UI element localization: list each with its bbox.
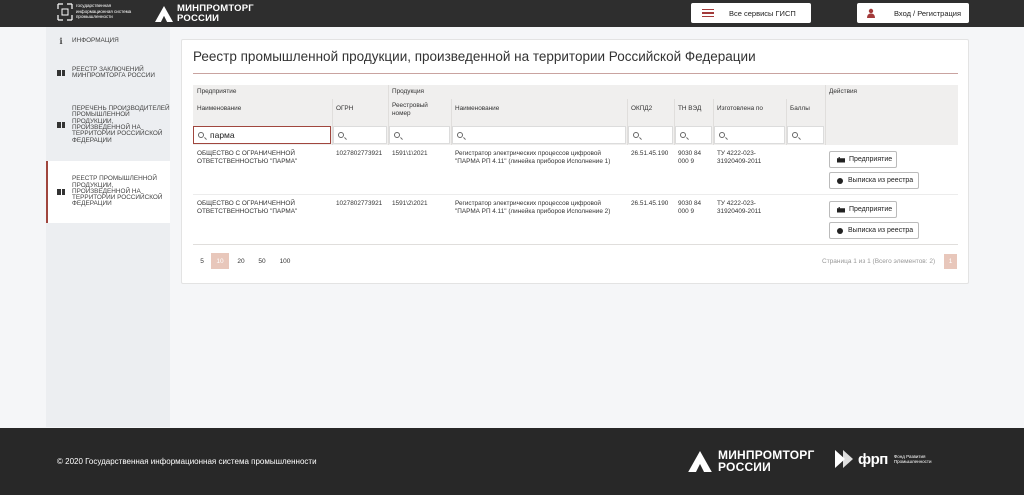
filter-input-registry-number[interactable] (389, 126, 450, 144)
login-button[interactable] (857, 3, 969, 23)
cell-ogrn: 1027802773921 (336, 200, 383, 207)
page-info: Страница 1 из 1 (Всего элементов: 2) (822, 258, 936, 265)
page-title: Реестр промышленной продукции, произведенной на территории Российской Федерации (193, 49, 756, 64)
sidebar-item-info[interactable] (46, 35, 170, 47)
sidebar-item-label: РЕЕСТР ЗАКЛЮЧЕНИЙ МИНПРОМТОРГА РОССИИ (72, 65, 155, 79)
registry-extract-button-label: Выписка из реестра (848, 227, 914, 234)
gisp-logo[interactable] (57, 3, 138, 21)
enterprise-button-label: Предприятие (849, 156, 893, 163)
filter-input-ogrn[interactable] (333, 126, 387, 144)
registry-card (181, 39, 969, 284)
column-header-okpd2[interactable]: ОКПД2 (631, 105, 653, 112)
column-header-ogrn[interactable]: ОГРН (336, 105, 354, 112)
enterprise-button[interactable] (829, 201, 897, 218)
cell-registry-number: 1591\1\2021 (392, 150, 428, 157)
info-icon: i (59, 36, 63, 46)
book-icon (54, 69, 68, 78)
column-separator (825, 85, 826, 145)
filter-input-tnved[interactable] (675, 126, 712, 144)
copyright-text: © 2020 Государственная информационная система промышленности (57, 457, 317, 466)
column-header-made-by[interactable]: Изготовлена по (717, 105, 763, 112)
frp-arrow-icon (835, 450, 855, 468)
gisp-logo-icon (57, 3, 73, 21)
minpromtorg-logo-line1: МИНПРОМТОРГ (177, 3, 254, 14)
page-size-5[interactable]: 5 (200, 257, 204, 265)
search-icon (198, 132, 204, 138)
cell-registry-number: 1591\2\2021 (392, 200, 428, 207)
extract-dot-icon (837, 228, 843, 234)
filter-input-made-by[interactable] (714, 126, 785, 144)
table-row (193, 195, 958, 245)
search-icon (719, 132, 725, 138)
frp-logo[interactable] (835, 450, 944, 468)
table-row (193, 145, 958, 195)
sidebar-item-label: РЕЕСТР ПРОМЫШЛЕННОЙ ПРОДУКЦИИ, ПРОИЗВЕДЕННОЙ НА ТЕРРИТОРИИ РОССИЙСКОЙ ФЕДЕРАЦИИ (72, 175, 163, 208)
search-icon (680, 132, 686, 138)
group-header-enterprise: Предприятие (197, 88, 237, 95)
page-size-50[interactable]: 50 (258, 257, 266, 265)
frp-logo-text: фрп (858, 450, 888, 468)
search-icon (394, 132, 400, 138)
filter-input-name[interactable] (193, 126, 331, 144)
filter-input-okpd2[interactable] (628, 126, 673, 144)
cell-made-by: ТУ 4222-023-31920409-2011 (717, 150, 762, 165)
filter-input-score[interactable] (787, 126, 824, 144)
footer-minpromtorg-line2: РОССИИ (718, 459, 771, 474)
group-header-actions: Действия (829, 88, 857, 95)
all-services-button[interactable] (691, 3, 811, 23)
factory-icon (837, 157, 845, 163)
cell-ogrn: 1027802773921 (336, 150, 383, 157)
footer-minpromtorg-logo[interactable] (688, 450, 814, 473)
search-icon (457, 132, 463, 138)
top-header (0, 0, 1024, 27)
column-header-score[interactable]: Баллы (790, 105, 810, 112)
cell-okpd2: 26.51.45.190 (631, 200, 669, 207)
registry-extract-button[interactable] (829, 222, 919, 239)
registry-extract-button[interactable] (829, 172, 919, 189)
frp-logo-subtitle: Фонд Развития Промышленности (893, 453, 932, 464)
cell-product-name: Регистратор электрических процессов цифровой "ПАРМА РП 4.11" (линейка приборов Исполнение 1) (455, 150, 611, 165)
sidebar-item-products-registry[interactable] (46, 161, 170, 223)
extract-dot-icon (837, 178, 843, 184)
page-size-10[interactable]: 10 (211, 253, 229, 269)
title-divider (193, 73, 958, 74)
footer (0, 428, 1024, 495)
cell-tnved: 9030 84 000 9 (678, 200, 702, 215)
minpromtorg-emblem-icon (688, 451, 712, 472)
cell-tnved: 9030 84 000 9 (678, 150, 702, 165)
group-header-row (193, 85, 958, 99)
search-icon (633, 132, 639, 138)
minpromtorg-logo[interactable] (155, 4, 254, 23)
minpromtorg-emblem-icon (155, 6, 173, 22)
search-icon (338, 132, 344, 138)
login-label: Вход / Регистрация (894, 8, 962, 18)
cell-enterprise-name: ОБЩЕСТВО С ОГРАНИЧЕННОЙ ОТВЕТСТВЕННОСТЬЮ "ПАРМА" (197, 150, 298, 165)
group-header-product: Продукция (392, 88, 424, 95)
sidebar-item-conclusions-registry[interactable] (46, 65, 170, 81)
filter-input-value: парма (210, 130, 235, 140)
page-size-100[interactable]: 100 (279, 257, 291, 265)
page-number-button[interactable]: 1 (944, 254, 957, 269)
column-header-row (193, 99, 958, 125)
column-header-registry-number[interactable]: Реестровый номер (392, 102, 428, 117)
all-services-label: Все сервисы ГИСП (729, 8, 796, 18)
menu-burger-icon (702, 9, 714, 18)
cell-product-name: Регистратор электрических процессов цифровой "ПАРМА РП 4.11" (линейка приборов Исполнение 2) (455, 200, 611, 215)
enterprise-button-label: Предприятие (849, 206, 893, 213)
column-header-tnved[interactable]: ТН ВЭД (678, 105, 702, 112)
registry-extract-button-label: Выписка из реестра (848, 177, 914, 184)
user-icon (866, 8, 876, 18)
filter-input-product-name[interactable] (452, 126, 626, 144)
minpromtorg-logo-line2: РОССИИ (177, 12, 220, 24)
sidebar-item-label: ИНФОРМАЦИЯ (72, 36, 119, 44)
gisp-logo-text: государственная информационная система промышленности (76, 3, 132, 19)
sidebar-item-manufacturers-list[interactable] (46, 99, 170, 151)
cell-enterprise-name: ОБЩЕСТВО С ОГРАНИЧЕННОЙ ОТВЕТСТВЕННОСТЬЮ "ПАРМА" (197, 200, 298, 215)
book-icon (54, 121, 68, 130)
book-icon (54, 188, 68, 197)
footer-minpromtorg-line1: МИНПРОМТОРГ (718, 448, 815, 462)
column-header-name[interactable]: Наименование (197, 105, 242, 112)
cell-okpd2: 26.51.45.190 (631, 150, 669, 157)
factory-icon (837, 207, 845, 213)
sidebar-item-label: ПЕРЕЧЕНЬ ПРОИЗВОДИТЕЛЕЙ ПРОМЫШЛЕННОЙ ПРОДУКЦИИ, ПРОИЗВЕДЕННОЙ НА ТЕРРИТОРИИ РОССИЙСКОЙ ФЕДЕРАЦИИ (72, 105, 170, 144)
sidebar (46, 27, 170, 427)
search-icon (792, 132, 798, 138)
cell-made-by: ТУ 4222-023-31920409-2011 (717, 200, 762, 215)
page-size-20[interactable]: 20 (237, 257, 245, 265)
enterprise-button[interactable] (829, 151, 897, 168)
column-header-product-name[interactable]: Наименование (455, 105, 500, 112)
